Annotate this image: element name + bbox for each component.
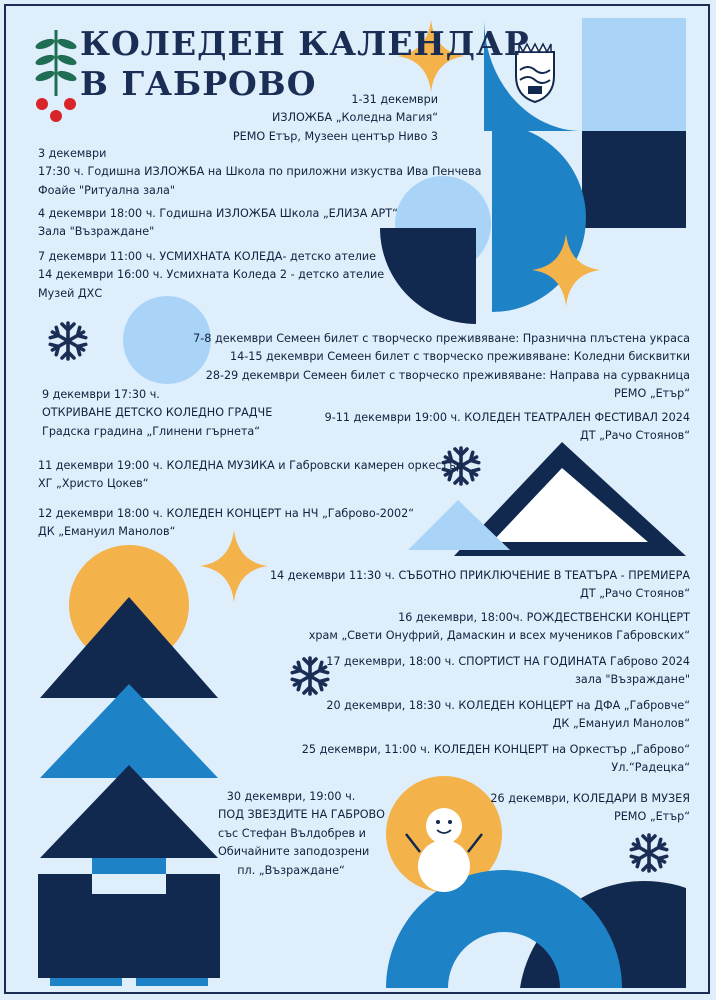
event-remo-exhibition: 1-31 декември ИЗЛОЖБА „Коледна Магия“ РЕМО Етър, Музеен център Ниво 3: [232, 93, 438, 143]
snowflake-icon: [631, 835, 666, 871]
snowflake-icon: [50, 323, 85, 359]
event-gabrovche-concert: 20 декември, 18:30 ч. КОЛЕДЕН КОНЦЕРТ на ДФА „Габровче“ ДК „Емануил Манолов“: [326, 699, 690, 731]
event-theatre-festival: 9-11 декември 19:00 ч. КОЛЕДЕН ТЕАТРАЛЕН ФЕСТИВАЛ 2024 ДТ „Рачо Стоянов“: [324, 411, 690, 443]
snowflake-icon: [292, 658, 327, 694]
event-carolers-in-museum: 26 декември, КОЛЕДАРИ В МУЗЕЯ РЕМО „Етър“: [490, 792, 690, 824]
page-title-line-1: КОЛЕДЕН КАЛЕНДАР: [80, 24, 530, 63]
event-christmas-music: 11 декември 19:00 ч. КОЛЕДНА МУЗИКА и Габровски камерен оркестър ХГ „Христо Цокев“: [38, 459, 464, 491]
event-saturday-theatre-adventure: 14 декември 11:30 ч. СЪБОТНО ПРИКЛЮЧЕНИЕ В ТЕАТЪРА - ПРЕМИЕРА ДТ „Рачо Стоянов“: [269, 569, 690, 601]
event-nativity-concert: 16 декември, 18:00ч. РОЖДЕСТВЕНСКИ КОНЦЕРТ храм „Свети Онуфрий, Дамаскин и всех мучеников Габровских“: [308, 611, 690, 643]
event-sportsman-of-the-year: 17 декември, 18:00 ч. СПОРТИСТ НА ГОДИНАТА Габрово 2024 зала "Възраждане": [326, 655, 690, 687]
page-title-line-2: В ГАБРОВО: [80, 64, 317, 103]
event-smiling-christmas-workshop: 7 декември 11:00 ч. УСМИХНАТА КОЛЕДА- детско ателие 14 декември 16:00 ч. Усмихната Коледа 2 - детско ателие Музей ДХС: [38, 250, 385, 300]
event-christmas-concert-gabrovo-2002: 12 декември 18:00 ч. КОЛЕДЕН КОНЦЕРТ на НЧ „Габрово-2002“ ДК „Емануил Манолов“: [38, 507, 415, 539]
event-orchestra-gabrovo-concert: 25 декември, 11:00 ч. КОЛЕДЕН КОНЦЕРТ на Оркестър „Габрово“ Ул.“Радецка“: [301, 743, 690, 775]
event-kids-christmas-town: 9 декември 17:30 ч. ОТКРИВАНЕ ДЕТСКО КОЛЕДНО ГРАДЧЕ Градска градина „Глинени гърнета“: [42, 388, 273, 438]
holly-sprig-icon: [34, 30, 78, 122]
christmas-tree-shape: [38, 545, 220, 986]
event-eliza-art-exhibition: 4 декември 18:00 ч. Годишна ИЗЛОЖБА Школа „ЕЛИЗА АРТ“ Зала "Възраждане": [38, 207, 398, 239]
event-school-exhibition: 3 декември 17:30 ч. Годишна ИЗЛОЖБА на Школа по приложни изкуства Ива Пенчева Фоайе "Ритуална зала": [38, 147, 482, 197]
event-family-ticket: 7-8 декември Семеен билет с творческо преживяване: Празнична плъстена украса 14-15 декември Семеен билет с творческо преживяване: Коледни бисквитки 28-29 декември Семеен билет с творческо преживяване: Направа на сурвакница РЕМО „Етър“: [193, 332, 690, 401]
event-under-the-stars: 30 декември, 19:00 ч. ПОД ЗВЕЗДИТЕ НА ГАБРОВО със Стефан Вълдобрев и Обичайните заподозрени пл. „Възраждане“: [218, 790, 385, 877]
